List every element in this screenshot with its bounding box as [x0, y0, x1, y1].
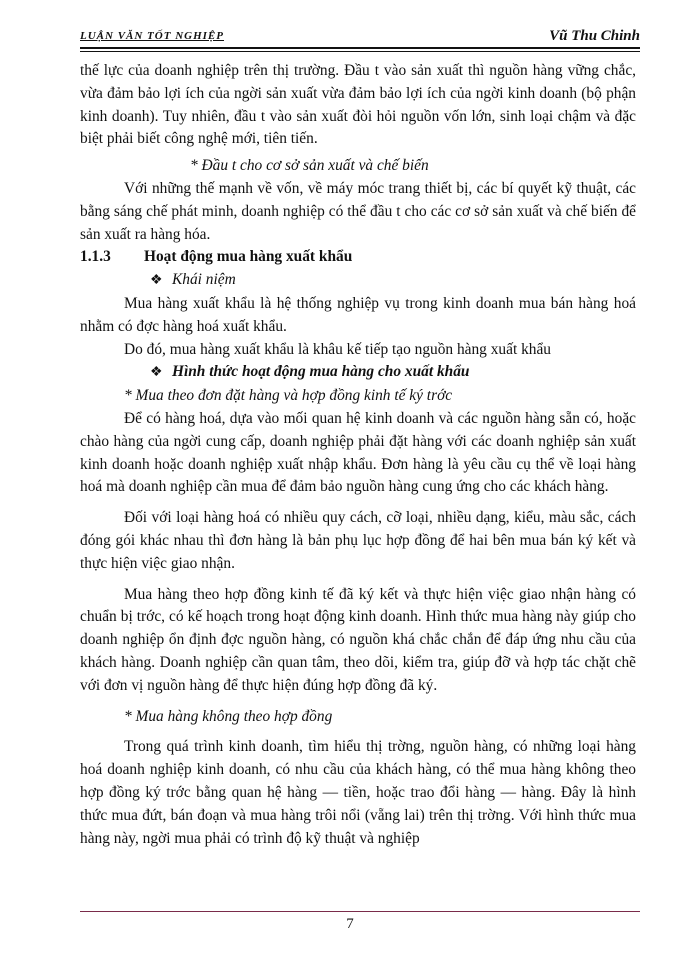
bullet-concept-label: Khái niệm: [172, 271, 236, 289]
footer-divider: [80, 911, 640, 912]
section-title: Hoạt động mua hàng xuất khẩu: [144, 248, 353, 266]
paragraph-non-contract: Trong quá trình kinh doanh, tìm hiểu thị trờng, nguồn hàng, có những loại hàng hoá doanh nghiệp kinh doanh, có nhu cầu của khách hàng, có thể mua hàng không theo hợp đồng ký trớc bằng quan hệ hàng — tiền, hoặc trao đổi hàng — hàng. Đây là hình thức mua đứt, bán đoạn và mua hàng trôi nổi (vẵng lai) trên thị trờng. Với hình thức mua hàng này, ngời mua phải có trình độ kỹ thuật và nghiệp: [80, 738, 636, 847]
paragraph-definition: Mua hàng xuất khẩu là hệ thống nghiệp vụ trong kinh doanh mua bán hàng hoá nhằm có đợc hàng hoá xuất khẩu.: [80, 294, 636, 335]
header-thesis-title: LUẬN VĂN TỐT NGHIỆP: [80, 30, 224, 42]
bullet-forms: [80, 361, 636, 385]
paragraph-conclusion: Do đó, mua hàng xuất khẩu là khâu kế tiếp tạo nguồn hàng xuất khẩu: [124, 340, 551, 358]
subheading-order-purchase: * Mua theo đơn đặt hàng và hợp đồng kinh tế ký trớc: [124, 387, 453, 405]
section-number: 1.1.3: [80, 248, 111, 266]
paragraph-goods-types: Đối với loại hàng hoá có nhiều quy cách, cỡ loại, nhiều dạng, kiểu, màu sắc, cách đóng gói khác nhau thì đơn hàng là bản phụ lục hợp đồng để hai bên mua bán ký kết và thực hiện việc giao nhận.: [80, 509, 636, 572]
bullet-concept: [80, 269, 636, 293]
paragraph-contract-purchase: Mua hàng theo hợp đồng kinh tế đã ký kết và thực hiện việc giao nhận hàng có chuẩn bị trớc, có kế hoạch trong hoạt động kinh doanh. Hình thức mua hàng này giúp cho doanh nghiệp ổn định đợc nguồn hàng, có nguồn khá chắc chắn để đáp ứng nhu cầu của khách hàng. Doanh nghiệp cần quan tâm, theo dõi, kiểm tra, giúp đỡ và hợp tác chặt chẽ với đơn vị nguồn hàng để thực hiện đúng hợp đồng đã ký.: [80, 585, 636, 694]
header-author-name: Vũ Thu Chinh: [549, 28, 640, 44]
document-body: [80, 60, 636, 850]
diamond-bullet-icon: ❖: [150, 365, 163, 381]
bullet-forms-label: Hình thức hoạt động mua hàng cho xuất khẩu: [172, 363, 470, 381]
page-header: [80, 28, 640, 48]
header-divider-thick: [80, 47, 640, 49]
page-number: 7: [346, 916, 354, 932]
header-divider-thin: [80, 51, 640, 52]
subheading-investment: * Đầu t cho cơ sở sản xuất và chế biến: [190, 157, 429, 175]
paragraph-continuation: thế lực của doanh nghiệp trên thị trường. Đầu t vào sản xuất thì nguồn hàng vững chắc, vừa đảm bảo lợi ích của ngời sản xuất vừa đảm bảo lợi ích của ngời kinh doanh (bộ phận kinh doanh). Tuy nhiên, đầu t vào sản xuất đòi hỏi nguồn vốn lớn, sinh loại chậm và đặc biệt phải biết công nghệ mới, tiên tiến.: [80, 62, 636, 148]
subheading-non-contract: * Mua hàng không theo hợp đồng: [124, 707, 333, 725]
paragraph-order-purchase: Để có hàng hoá, dựa vào mối quan hệ kinh doanh và các nguồn hàng sẵn có, hoặc chào hàng của ngời cung cấp, doanh nghiệp phải đặt hàng với các doanh nghiệp sản xuất kinh doanh hoặc doanh nghiệp xuất nhập khẩu. Đơn hàng là yêu cầu cụ thể về loại hàng hoá mà doanh nghiệp cần mua để đảm bảo nguồn hàng cung ứng cho các khách hàng.: [80, 409, 636, 496]
diamond-bullet-icon: ❖: [150, 273, 163, 289]
paragraph-investment: Với những thế mạnh về vốn, về máy móc trang thiết bị, các bí quyết kỹ thuật, các bằng sáng chế phát minh, doanh nghiệp có thể đầu t cho các cơ sở sản xuất và chế biến để sản xuất ra hàng hóa.: [80, 179, 636, 243]
section-heading: [80, 246, 636, 269]
